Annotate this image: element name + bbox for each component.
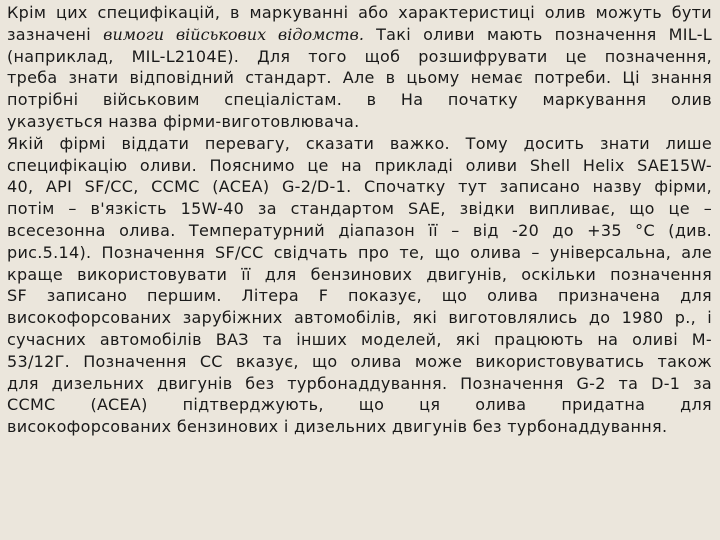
body-text [7, 2, 712, 438]
text-line-6: указується назва фірми-виготовлювача. [7, 111, 360, 131]
text-line-1: Крім цих специфікацій, в маркуванні або характеристиці олив можуть бути [7, 3, 712, 22]
text-line-15: високофорсованих зарубіжних автомобілів, які виготовлялись до 1980 р., і [7, 308, 712, 328]
text-line-11: всесезонна олива. Температурний діапазон її – від -20 до +35 °С (див. [7, 220, 712, 240]
text-line-18: для дизельних двигунів без турбонаддування. Позначення G-2 та D-1 за [7, 373, 712, 393]
text-line-5: потрібні військовим спеціалістам. в На початку маркування олив [7, 90, 712, 110]
text-line-17: 53/12Г. Позначення СС вказує, що олива може використовуватись також [7, 351, 712, 371]
text-line-10: потім – в'язкість 15W-40 за стандартом SAE, звідки випливає, що це – [7, 199, 712, 219]
text-line-9: 40, API SF/CC, CCMC (ACEA) G-2/D-1. Спочатку тут записано назву фірми, [7, 177, 712, 197]
text-line-3: (наприклад, MIL-L2104E). Для того щоб розшифрувати це позначення, [7, 46, 712, 66]
text-line-13: краще використовувати її для бензинових двигунів, оскільки позначення [7, 264, 712, 284]
text-line-4: треба знати відповідний стандарт. Але в цьому немає потреби. Ці знання [7, 68, 712, 88]
italic-phrase: вимоги військових відомств. [103, 24, 364, 44]
text-line-19: CCMC (ACEA) підтверджують, що ця олива придатна для [7, 395, 712, 415]
text-line-20: високофорсованих бензинових і дизельних двигунів без турбонаддування. [7, 417, 668, 437]
text-line-12: рис.5.14). Позначення SF/CC свідчать про те, що олива – універсальна, але [7, 242, 712, 262]
text-line-7: Якій фірмі віддати перевагу, сказати важко. Тому досить знати лише [7, 133, 712, 153]
text-line-2 [7, 24, 712, 46]
text-fragment: зазначені [7, 24, 91, 44]
text-line-14: SF записано першим. Літера F показує, що олива призначена для [7, 286, 712, 306]
text-line-16: сучасних автомобілів ВАЗ та інших моделей, які працюють на оливі М- [7, 329, 712, 349]
text-fragment: Такі оливи мають позначення MIL-L [376, 24, 712, 44]
text-line-8: специфікацію оливи. Пояснимо це на прикладі оливи Shell Helix SAE15W- [7, 155, 712, 175]
